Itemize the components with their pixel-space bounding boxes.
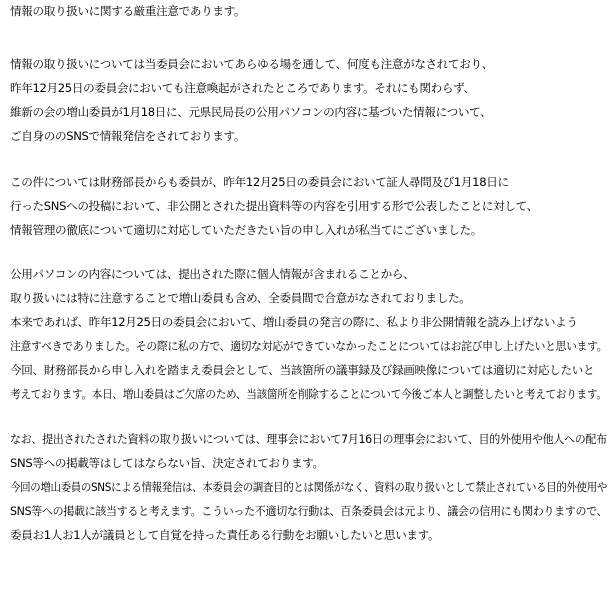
text-line: 本来であれば、昨年12月25日の委員会において、増山委員の発言の際に、私より非公開情報を読み上げないよう	[10, 315, 578, 329]
text-line: 考えております。本日、増山委員はご欠席のため、当該箇所を削除することについて今後ご本人と調整したいと考えております。	[10, 387, 607, 401]
text-line: 維新の会の増山委員が1月18日に、元県民局長の公用パソコンの内容に基づいた情報について、	[10, 105, 492, 119]
text-line: 情報管理の徹底について適切に対応していただきたい旨の申し入れが私当てにございました。	[10, 223, 483, 237]
text-line: 委員お1人お1人が議員として自覚を持った責任ある行動をお願いしたいと思います。	[10, 528, 440, 542]
text-line: この件については財務部長からも委員が、昨年12月25日の委員会において証人尋問及び1月18日に	[10, 175, 509, 189]
text-line: 今回、財務部長から申し入れを踏まえ委員会として、当該箇所の議事録及び録画映像については適切に対応したいと	[10, 363, 595, 377]
text-line: 注意すべきでありました。その際に私の方で、適切な対応ができていなかったことについてはお詫び申し上げたいと思います。	[10, 339, 608, 353]
text-line: 昨年12月25日の委員会においても注意喚起がされたところであります。それにも関わらず、	[10, 81, 475, 95]
document-heading: 情報の取り扱いに関する厳重注意であります。	[10, 4, 246, 18]
text-line: 取り扱いには特に注意することで増山委員も含め、全委員間で合意がなされておりました。	[10, 291, 471, 305]
text-line: 公用パソコンの内容については、提出された際に個人情報が含まれることから、	[10, 267, 415, 281]
text-line: ご自身ののSNSで情報発信をされております。	[10, 129, 246, 143]
text-line: 行ったSNSへの投稿において、非公開とされた提出資料等の内容を引用する形で公表したことに対して、	[10, 199, 538, 213]
text-line: 今回の増山委員のSNSによる情報発信は、本委員会の調査目的とは関係がなく、資料の取り扱いとして禁止されている目的外使用や	[10, 480, 608, 494]
text-line: なお、提出されたされた資料の取り扱いについては、理事会において7月16日の理事会において、目的外使用や他人への配布	[10, 432, 607, 446]
text-line: 情報の取り扱いについては当委員会においてあらゆる場を通して、何度も注意がなされており、	[10, 57, 494, 71]
text-line: SNS等への掲載等はしてはならない旨、決定されております。	[10, 456, 324, 470]
text-line: SNS等への掲載に該当すると考えます。こういった不適切な行動は、百条委員会は元より、議会の信用にも関わりますので、	[10, 504, 608, 518]
